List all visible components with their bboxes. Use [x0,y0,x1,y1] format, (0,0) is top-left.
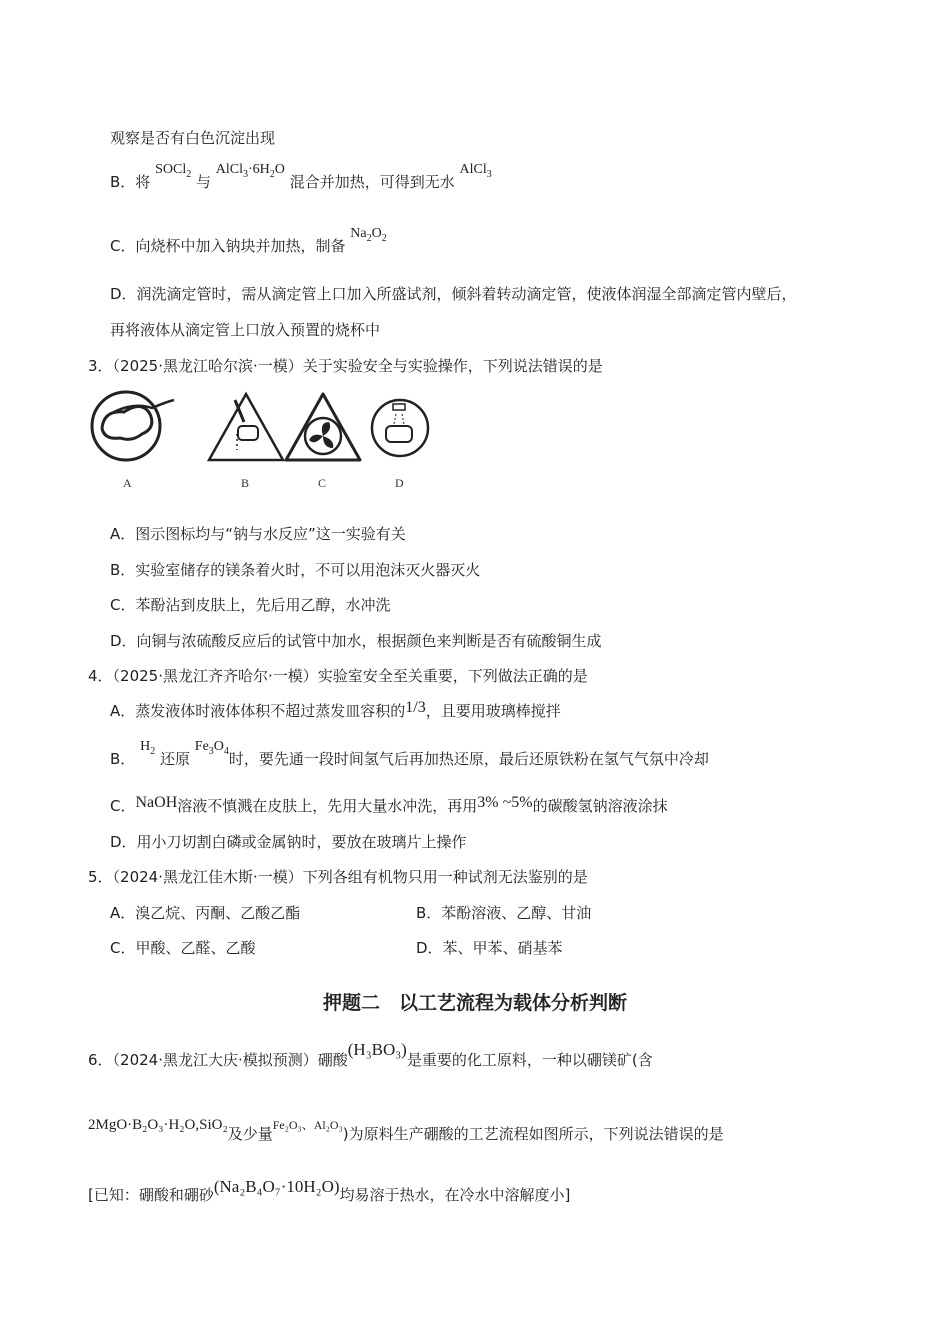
icon-label-d: D [395,476,404,490]
q5-option-d: D．苯、甲苯、硝基苯 [416,939,563,957]
q2-option-c: C．向烧杯中加入钠块并加热，制备 $Na_2O_2$ [110,226,387,255]
q6-stem-line1: 6．（2024·黑龙江大庆·模拟预测）硼酸(H₃BO₃)是重要的化工原料，一种以硼镁矿(含 [88,1040,653,1069]
hot-surface-icon [92,392,174,460]
q3-stem: 3．（2025·黑龙江哈尔滨·一模）关于实验安全与实验操作，下列说法错误的是 [88,357,603,375]
q2-continued-text: 观察是否有白色沉淀出现 [110,129,276,147]
ventilation-fan-icon [286,394,360,460]
icon-label-c: C [318,476,327,490]
q3-option-d: D．向铜与浓硫酸反应后的试管中加水，根据颜色来判断是否有硫酸铜生成 [110,632,602,650]
q5-option-b: B．苯酚溶液、乙醇、甘油 [416,904,592,922]
q3-icons-figure [88,388,448,498]
q4-option-b: B． $H_2$ 还原 $Fe_3O_4$时，要先通一段时间氢气后再加热还原，最后还原铁粉在氢气气氛中冷却 [110,739,709,768]
safety-icons-svg [88,388,448,468]
q3-option-a: A．图示图标均与“钠与水反应”这一实验有关 [110,525,406,543]
q6-stem-line2: 2MgO·B₂O₃·H₂O,SiO₂及少量$^{Fe_2O_3、Al_2O_3}$)为原料生产硼酸的工艺流程如图所示，下列说法错误的是 [88,1117,724,1143]
q5-option-a: A．溴乙烷、丙酮、乙酸乙酯 [110,904,301,922]
q3-option-c: C．苯酚沾到皮肤上，先后用乙醇，水冲洗 [110,596,391,614]
icon-label-b: B [241,476,250,490]
q5-option-c: C．甲酸、乙醛、乙酸 [110,939,256,957]
q2-option-d-line1: D．润洗滴定管时，需从滴定管上口加入所盛试剂，倾斜着转动滴定管，使液体润湿全部滴定管内壁后， [110,285,797,303]
q4-option-a: A．蒸发液体时液体体积不超过蒸发皿容积的1/3，且要用玻璃棒搅拌 [110,699,561,720]
corrosive-icon [209,394,283,460]
q6-stem-line3: [已知：硼酸和硼砂(Na₂B₄O₇·10H₂O)均易溶于热水，在冷水中溶解度小] [88,1177,571,1204]
q4-stem: 4．（2025·黑龙江齐齐哈尔·一模）实验室安全至关重要，下列做法正确的是 [88,667,588,685]
q3-option-b: B．实验室储存的镁条着火时，不可以用泡沫灭火器灭火 [110,561,481,579]
wash-hands-icon [372,400,428,456]
q4-option-c: C．NaOH溶液不慎溅在皮肤上，先用大量水冲洗，再用3% ~5%的碳酸氢钠溶液涂抹 [110,794,668,815]
q5-stem: 5．（2024·黑龙江佳木斯·一模）下列各组有机物只用一种试剂无法鉴别的是 [88,868,588,886]
q2-option-d-line2: 再将液体从滴定管上口放入预置的烧杯中 [110,321,381,339]
q2-option-b: B．将 SOCl$_2$ 与 $AlCl_3\cdot 6H_2O$ 混合并加热，可得到无水 AlCl$_3$ [110,162,492,191]
q4-option-d: D．用小刀切割白磷或金属钠时，要放在玻璃片上操作 [110,833,467,851]
icon-label-a: A [123,476,132,490]
section-heading: 押题二 以工艺流程为载体分析判断 [322,992,627,1014]
